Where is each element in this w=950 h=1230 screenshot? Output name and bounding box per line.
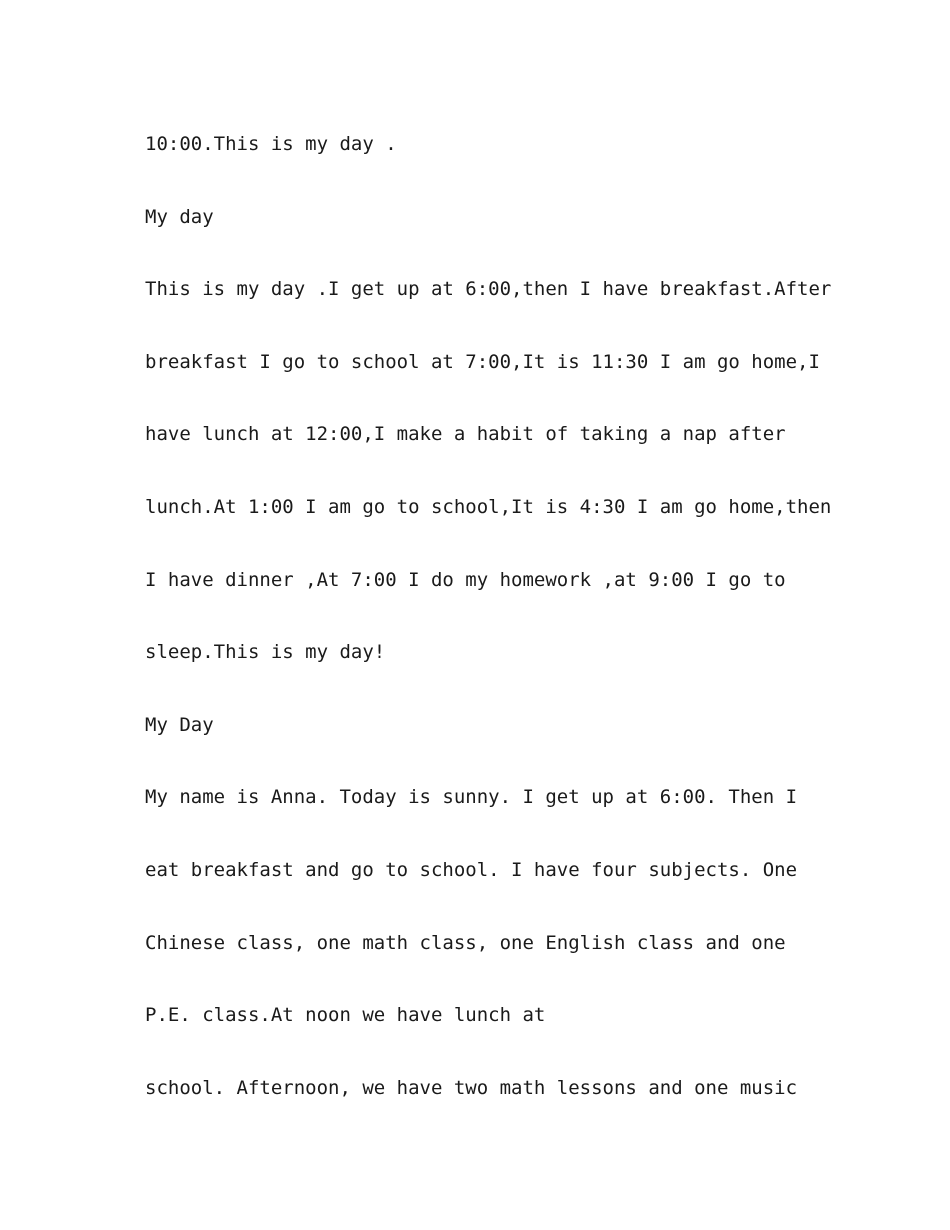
text-line: eat breakfast and go to school. I have four subjects. One [145, 858, 798, 881]
text-line: sleep.This is my day! [145, 641, 386, 664]
text-line: Chinese class, one math class, one English class and one [145, 931, 786, 954]
section-heading: My day [145, 205, 214, 228]
section-heading: My Day [145, 713, 214, 736]
text-line: 10:00.This is my day . [145, 133, 397, 155]
text-line: I have dinner ,At 7:00 I do my homework ,at 9:00 I go to [145, 568, 786, 591]
document-body [145, 126, 845, 1142]
text-line: have lunch at 12:00,I make a habit of taking a nap after [145, 423, 786, 446]
text-line: school. Afternoon, we have two math lessons and one music [145, 1076, 798, 1099]
text-line: My name is Anna. Today is sunny. I get up at 6:00. Then I [145, 786, 798, 809]
text-line: lunch.At 1:00 I am go to school,It is 4:30 I am go home,then [145, 495, 832, 518]
text-line: This is my day .I get up at 6:00,then I have breakfast.After [145, 278, 832, 301]
text-line: breakfast I go to school at 7:00,It is 11:30 I am go home,I [145, 350, 820, 373]
text-line: P.E. class.At noon we have lunch at [145, 1004, 546, 1027]
